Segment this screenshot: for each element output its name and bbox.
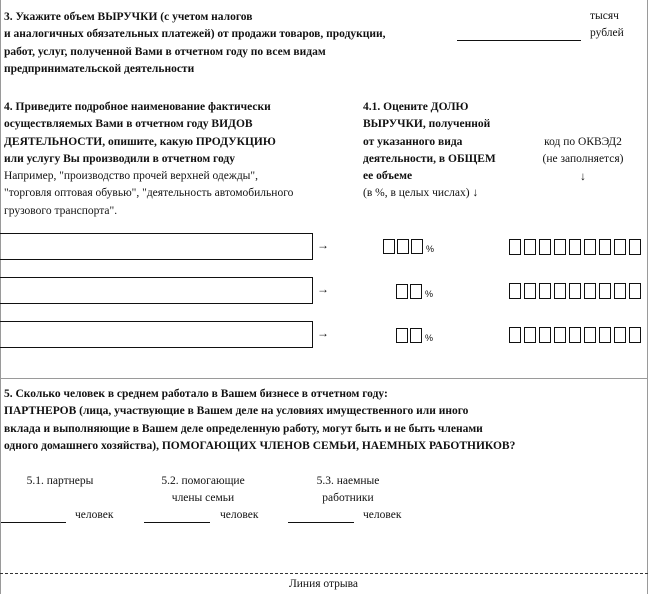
code-cell — [539, 239, 551, 255]
unit-people: человек — [75, 509, 114, 521]
code-cell — [584, 283, 596, 299]
code-cell — [539, 283, 551, 299]
q5-line: 5. Сколько человек в среднем работало в Вашем бизнесе в отчетном году: — [4, 388, 388, 400]
q41-line: ее объеме — [363, 170, 413, 183]
code-cell — [539, 327, 551, 343]
code-cell — [584, 327, 596, 343]
code-cell — [524, 283, 536, 299]
code-cell — [629, 327, 641, 343]
sub-5-3-label — [290, 473, 406, 508]
q41-line: 4.1. Оцените ДОЛЮ — [363, 101, 469, 113]
code-cell — [599, 239, 611, 255]
unit-rubles: рублей — [590, 27, 624, 39]
okved-cells-3 — [509, 327, 641, 343]
code-cell — [614, 239, 626, 255]
code-cell — [554, 239, 566, 255]
digit-cell[interactable] — [383, 239, 395, 254]
q4-line: осуществляемых Вами в отчетном году ВИДОВ — [4, 118, 253, 131]
code-cell — [614, 283, 626, 299]
code-cell — [599, 327, 611, 343]
code-cell — [509, 239, 521, 255]
code-cell — [629, 239, 641, 255]
percent-sign: % — [426, 244, 435, 254]
q5-line: вклада и выполняющие в Вашем деле определенную работу, могут быть и не быть членами — [4, 422, 483, 435]
digit-cell[interactable] — [410, 328, 422, 343]
question-4-1 — [363, 99, 496, 203]
q3-line: предпринимательской деятельности — [4, 62, 195, 75]
tear-line-label: Линия отрыва — [288, 578, 359, 590]
code-cell — [509, 283, 521, 299]
code-cell — [569, 327, 581, 343]
code-cell — [524, 239, 536, 255]
code-cell — [509, 327, 521, 343]
digit-cell[interactable] — [396, 284, 408, 299]
q4-line: или услугу Вы производили в отчетном году — [4, 152, 235, 165]
okved-header — [534, 134, 632, 186]
q4-example: Например, "производство прочей верхней одежды", — [4, 170, 258, 183]
q41-line: от указанного вида — [363, 135, 463, 148]
q5-line: одного домашнего хозяйства), ПОМОГАЮЩИХ ЧЛЕНОВ СЕМЬИ, НАЕМНЫХ РАБОТНИКОВ? — [4, 439, 516, 452]
share-cells-1 — [383, 239, 434, 254]
question-5 — [4, 386, 515, 455]
okved-cells-2 — [509, 283, 641, 299]
unit-people: человек — [220, 509, 259, 521]
arrow-right-icon: → — [317, 326, 329, 340]
digit-cell[interactable] — [411, 239, 423, 254]
okved-cells-1 — [509, 239, 641, 255]
okved-label: код по ОКВЭД2 — [544, 136, 622, 148]
q3-line: и аналогичных обязательных платежей) от продажи товаров, продукции, — [4, 28, 386, 41]
code-cell — [554, 283, 566, 299]
code-cell — [569, 283, 581, 299]
code-cell — [569, 239, 581, 255]
q4-example: "торговля оптовая обувью", "деятельность автомобильного — [4, 187, 294, 200]
sub-5-1-label — [2, 473, 118, 490]
q4-example: грузового транспорта". — [4, 204, 118, 217]
q41-line: ВЫРУЧКИ, полученной — [363, 118, 491, 131]
employees-input[interactable] — [288, 522, 354, 523]
q41-line: деятельности, в ОБЩЕМ — [363, 152, 496, 165]
share-cells-2 — [396, 284, 433, 299]
sub-label: члены семьи — [171, 492, 235, 505]
code-cell — [614, 327, 626, 343]
code-cell — [629, 283, 641, 299]
q4-line: 4. Приведите подробное наименование фактически — [4, 101, 271, 113]
q3-line: 3. Укажите объем ВЫРУЧКИ (с учетом налогов — [4, 11, 253, 23]
tear-line-dashed — [0, 573, 648, 574]
digit-cell[interactable] — [410, 284, 422, 299]
right-border — [647, 0, 648, 594]
activity-input-2[interactable] — [0, 277, 313, 304]
code-cell — [524, 327, 536, 343]
sub-5-2-label — [145, 473, 261, 508]
percent-sign: % — [425, 333, 434, 343]
q4-line: ДЕЯТЕЛЬНОСТИ, опишите, какую ПРОДУКЦИЮ — [4, 135, 276, 148]
section-divider — [0, 378, 648, 379]
okved-note: (не заполняется) — [542, 153, 624, 166]
arrow-right-icon: → — [317, 282, 329, 296]
q5-line: ПАРТНЕРОВ (лица, участвующие в Вашем деле на условиях имущественного или иного — [4, 405, 469, 418]
sub-label: работники — [322, 492, 374, 505]
code-cell — [554, 327, 566, 343]
sub-label: 5.2. помогающие — [161, 475, 245, 487]
question-3 — [4, 9, 386, 78]
percent-sign: % — [425, 289, 434, 299]
digit-cell[interactable] — [396, 328, 408, 343]
sub-label: 5.3. наемные — [316, 475, 380, 487]
arrow-down-icon: ↓ — [580, 170, 586, 183]
family-members-input[interactable] — [144, 522, 210, 523]
unit-people: человек — [363, 509, 402, 521]
q41-line: (в %, в целых числах) ↓ — [363, 187, 479, 200]
code-cell — [584, 239, 596, 255]
sub-label: 5.1. партнеры — [26, 475, 94, 487]
revenue-input-line[interactable] — [457, 40, 581, 41]
unit-thousand: тысяч — [590, 10, 619, 22]
digit-cell[interactable] — [397, 239, 409, 254]
share-cells-3 — [396, 328, 433, 343]
activity-input-3[interactable] — [0, 321, 313, 348]
activity-input-1[interactable] — [0, 233, 313, 260]
q3-line: работ, услуг, полученной Вами в отчетном году по всем видам — [4, 45, 326, 58]
question-4 — [4, 99, 293, 220]
partners-input[interactable] — [1, 522, 66, 523]
arrow-right-icon: → — [317, 238, 329, 252]
code-cell — [599, 283, 611, 299]
